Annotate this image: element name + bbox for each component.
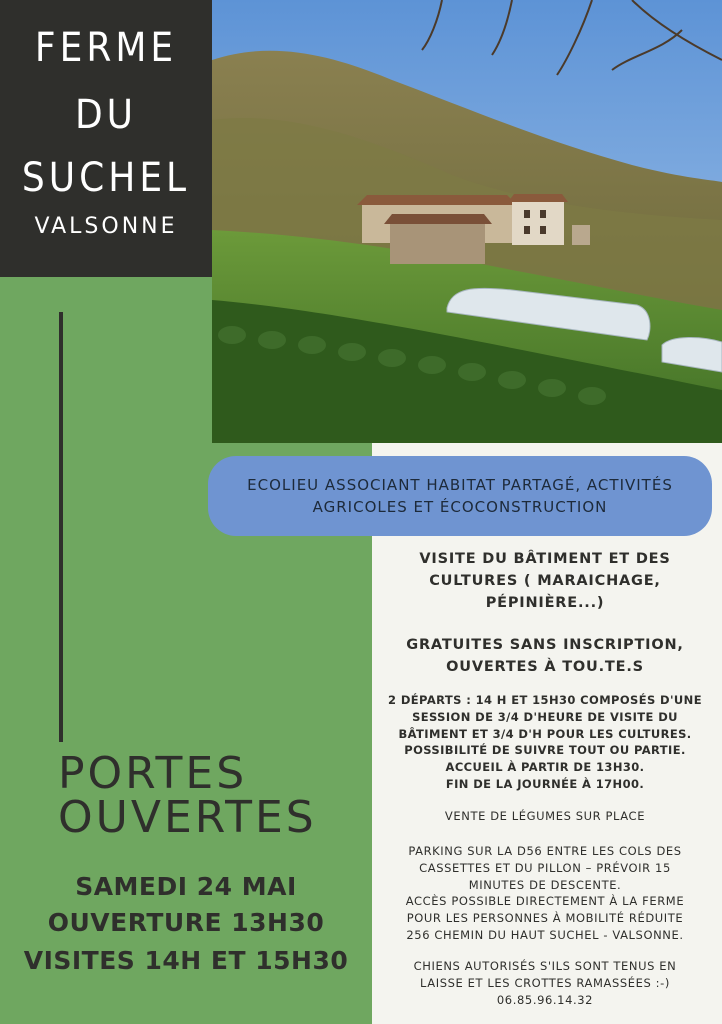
parking-line: POUR LES PERSONNES À MOBILITÉ RÉDUITE xyxy=(406,911,684,926)
event-heading-line-2: OUVERTES xyxy=(58,792,317,843)
title-line-1: FERME xyxy=(34,25,178,71)
banner-line-1: ECOLIEU ASSOCIANT HABITAT PARTAGÉ, ACTIVITÉS xyxy=(247,476,673,494)
visit-heading-line: VISITE DU BÂTIMENT ET DES xyxy=(419,551,671,567)
schedule-line: SESSION DE 3/4 D'HEURE DE VISITE DU xyxy=(412,709,678,724)
visit-heading-line: CULTURES ( MARAICHAGE, xyxy=(429,573,661,589)
parking-text xyxy=(380,843,710,944)
description-banner xyxy=(208,456,712,536)
schedule-line: FIN DE LA JOURNÉE À 17H00. xyxy=(445,776,645,791)
farm-hillside-photo xyxy=(212,0,722,443)
free-heading-line: OUVERTES À TOU.TE.S xyxy=(446,659,644,675)
decorative-vertical-line xyxy=(59,312,63,742)
schedule-line: BÂTIMENT ET 3/4 D'H POUR LES CULTURES. xyxy=(398,726,692,741)
dogs-line: LAISSE ET LES CROTTES RAMASSÉES :-) xyxy=(420,975,670,990)
schedule-text xyxy=(380,692,710,793)
parking-line: 256 CHEMIN DU HAUT SUCHEL - VALSONNE. xyxy=(406,927,684,942)
event-opening: OUVERTURE 13H30 xyxy=(47,908,325,937)
title-subtitle: VALSONNE xyxy=(34,214,178,239)
banner-line-2: AGRICOLES ET ÉCOCONSTRUCTION xyxy=(312,498,608,516)
event-visits: VISITES 14H ET 15H30 xyxy=(23,946,349,975)
visit-heading-line: PÉPINIÈRE...) xyxy=(485,595,605,611)
sale-line: VENTE DE LÉGUMES SUR PLACE xyxy=(444,809,646,823)
title-line-2: DU xyxy=(74,92,138,138)
free-heading-line: GRATUITES SANS INSCRIPTION, xyxy=(406,637,684,653)
farm-photo xyxy=(212,0,722,443)
parking-line: MINUTES DE DESCENTE. xyxy=(468,877,622,892)
schedule-line: ACCUEIL À PARTIR DE 13H30. xyxy=(445,760,645,775)
parking-line: ACCÈS POSSIBLE DIRECTEMENT À LA FERME xyxy=(405,894,685,909)
event-heading xyxy=(58,748,317,843)
schedule-line: 2 DÉPARTS : 14 H ET 15H30 COMPOSÉS D'UNE xyxy=(388,693,702,707)
free-heading xyxy=(380,634,710,678)
phone-number: 06.85.96.14.32 xyxy=(496,992,594,1007)
parking-line: PARKING SUR LA D56 ENTRE LES COLS DES xyxy=(408,844,682,858)
dogs-text xyxy=(380,958,710,1008)
schedule-line: POSSIBILITÉ DE SUIVRE TOUT OU PARTIE. xyxy=(404,743,686,758)
title-block xyxy=(0,0,212,277)
visit-heading xyxy=(380,548,710,614)
event-heading-line-1: PORTES xyxy=(58,748,248,799)
dogs-line: CHIENS AUTORISÉS S'ILS SONT TENUS EN xyxy=(413,959,677,973)
title-line-3: SUCHEL xyxy=(21,155,191,201)
parking-line: CASSETTES ET DU PILLON – PRÉVOIR 15 xyxy=(419,860,671,875)
event-date: SAMEDI 24 MAI xyxy=(75,872,297,901)
sale-text xyxy=(380,808,710,825)
